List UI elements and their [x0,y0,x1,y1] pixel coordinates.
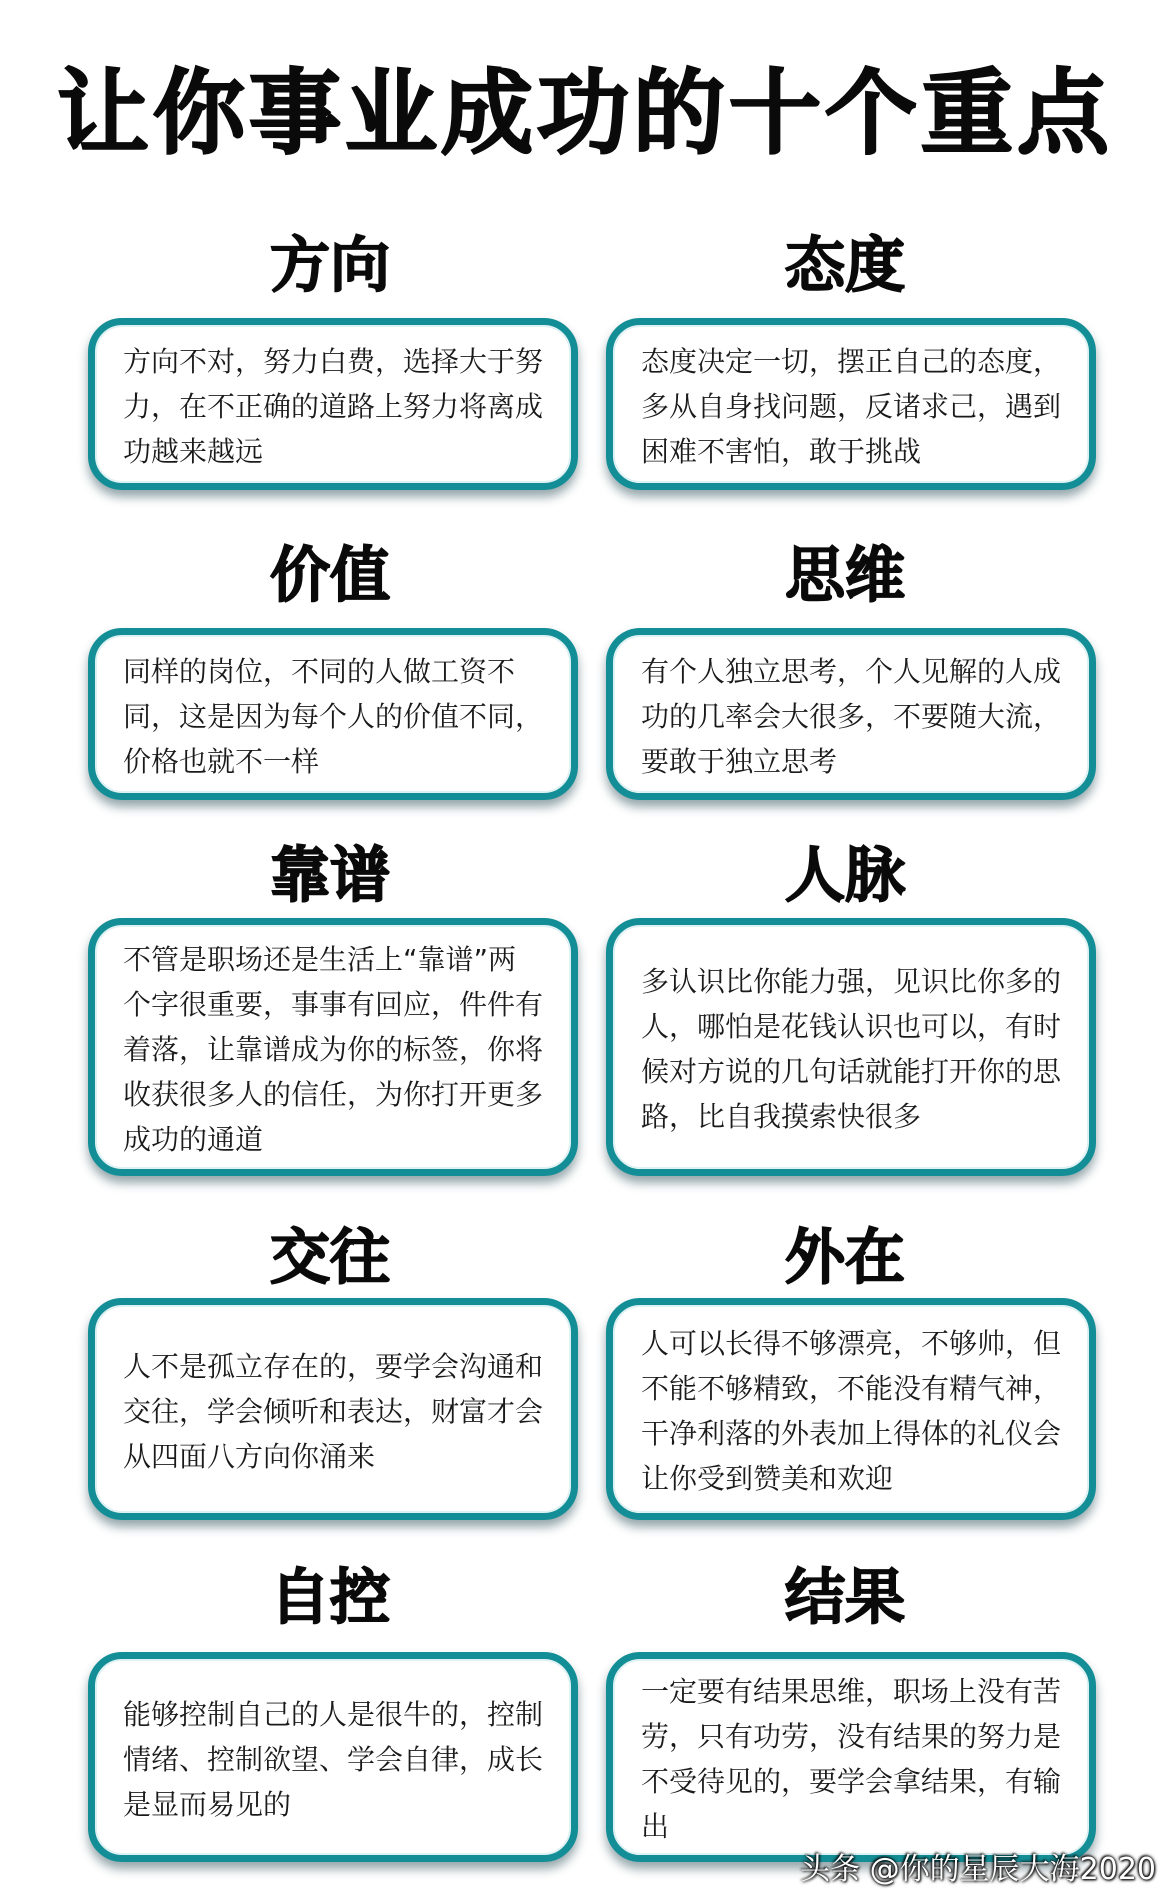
card-direction [88,318,578,490]
card-result [606,1652,1096,1862]
card-appearance [606,1298,1096,1520]
card-reliable [88,918,578,1176]
heading-result: 结果 [785,1563,905,1633]
heading-attitude: 态度 [785,231,905,301]
heading-value: 价值 [270,541,390,611]
card-text: 一定要有结果思维，职场上没有苦劳，只有功劳，没有结果的努力是不受待见的，要学会拿结果，有输出 [641,1675,1062,1843]
card-text: 不管是职场还是生活上“靠谱”两个字很重要，事事有回应，件件有着落，让靠谱成为你的标签，你将收获很多人的信任，为你打开更多成功的通道 [123,942,544,1156]
card-network [606,918,1096,1176]
heading-thinking: 思维 [785,541,905,611]
card-self-control [88,1652,578,1862]
heading-self-control: 自控 [270,1563,390,1633]
card-value [88,628,578,800]
card-text: 有个人独立思考，个人见解的人成功的几率会大很多，不要随大流，要敢于独立思考 [641,654,1062,778]
card-text: 方向不对，努力白费，选择大于努力，在不正确的道路上努力将离成功越来越远 [123,344,544,468]
heading-network: 人脉 [785,841,905,911]
heading-appearance: 外在 [785,1223,905,1293]
heading-direction: 方向 [270,231,390,301]
card-text: 能够控制自己的人是很牛的，控制情绪、控制欲望、学会自律，成长是显而易见的 [123,1697,544,1821]
card-text: 同样的岗位，不同的人做工资不同，这是因为每个人的价值不同，价格也就不一样 [123,654,544,778]
card-thinking [606,628,1096,800]
heading-interaction: 交往 [270,1223,390,1293]
card-text: 人不是孤立存在的，要学会沟通和交往，学会倾听和表达，财富才会从四面八方向你涌来 [123,1349,544,1473]
card-interaction [88,1298,578,1520]
card-text: 人可以长得不够漂亮，不够帅，但不能不够精致，不能没有精气神，干净利落的外表加上得体的礼仪会让你受到赞美和欢迎 [641,1327,1062,1495]
card-text: 多认识比你能力强，见识比你多的人，哪怕是花钱认识也可以，有时候对方说的几句话就能打开你的思路，比自我摸索快很多 [641,965,1062,1133]
card-text: 态度决定一切，摆正自己的态度，多从自身找问题，反诸求己，遇到困难不害怕，敢于挑战 [641,344,1062,468]
page-title: 让你事业成功的十个重点 [56,60,1113,167]
heading-reliable: 靠谱 [270,841,390,911]
watermark: 头条 @你的星辰大海2020 [800,1852,1156,1887]
card-attitude [606,318,1096,490]
